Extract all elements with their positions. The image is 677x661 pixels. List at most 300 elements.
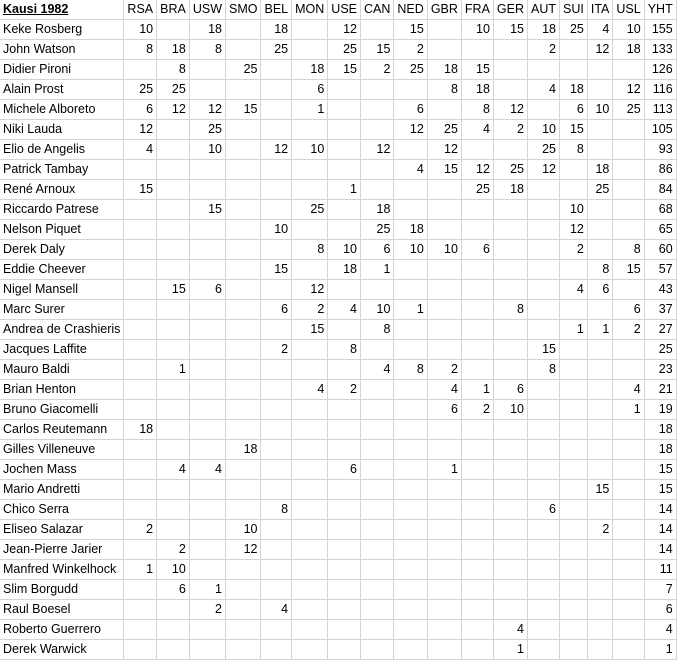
table-row <box>0 260 676 280</box>
points-cell: 1 <box>361 260 394 280</box>
points-cell <box>587 360 613 380</box>
points-cell <box>189 400 225 420</box>
points-cell: 15 <box>124 180 157 200</box>
points-cell <box>461 200 493 220</box>
points-cell <box>493 480 527 500</box>
points-cell: 12 <box>493 100 527 120</box>
points-cell <box>560 580 588 600</box>
points-cell: 12 <box>394 120 427 140</box>
points-cell <box>292 420 328 440</box>
points-cell <box>189 80 225 100</box>
driver-name: John Watson <box>0 40 124 60</box>
points-cell <box>394 480 427 500</box>
points-cell <box>124 160 157 180</box>
points-cell <box>328 560 361 580</box>
points-cell: 4 <box>361 360 394 380</box>
points-cell <box>427 20 461 40</box>
points-cell: 4 <box>189 460 225 480</box>
points-cell: 2 <box>528 40 560 60</box>
points-cell: 15 <box>427 160 461 180</box>
points-cell <box>124 620 157 640</box>
points-cell <box>189 60 225 80</box>
points-cell <box>261 380 292 400</box>
points-cell <box>226 460 261 480</box>
column-header: SMO <box>226 0 261 20</box>
points-cell: 10 <box>261 220 292 240</box>
points-cell <box>328 640 361 660</box>
table-row <box>0 80 676 100</box>
points-cell <box>328 480 361 500</box>
points-cell: 25 <box>394 60 427 80</box>
table-row <box>0 420 676 440</box>
points-cell <box>261 580 292 600</box>
points-cell <box>226 640 261 660</box>
points-cell: 10 <box>560 200 588 220</box>
points-cell: 6 <box>493 380 527 400</box>
points-cell: 2 <box>124 520 157 540</box>
points-cell <box>328 500 361 520</box>
points-cell <box>394 440 427 460</box>
points-cell <box>157 240 190 260</box>
points-cell <box>461 520 493 540</box>
driver-name: Chico Serra <box>0 500 124 520</box>
total-cell: 4 <box>644 620 676 640</box>
points-cell <box>124 640 157 660</box>
points-cell <box>261 560 292 580</box>
points-cell: 1 <box>427 460 461 480</box>
points-cell <box>528 560 560 580</box>
points-cell <box>226 80 261 100</box>
points-cell <box>226 300 261 320</box>
total-cell: 86 <box>644 160 676 180</box>
points-cell <box>461 620 493 640</box>
total-cell: 15 <box>644 480 676 500</box>
points-cell <box>528 420 560 440</box>
total-cell: 105 <box>644 120 676 140</box>
points-cell: 12 <box>189 100 225 120</box>
points-cell: 2 <box>189 600 225 620</box>
driver-name: Manfred Winkelhock <box>0 560 124 580</box>
points-cell: 4 <box>427 380 461 400</box>
total-cell: 113 <box>644 100 676 120</box>
points-cell <box>157 220 190 240</box>
points-cell <box>226 160 261 180</box>
points-cell <box>124 440 157 460</box>
points-cell: 8 <box>328 340 361 360</box>
points-cell: 10 <box>587 100 613 120</box>
points-cell: 18 <box>394 220 427 240</box>
points-cell <box>528 260 560 280</box>
points-cell <box>493 500 527 520</box>
points-cell: 6 <box>394 100 427 120</box>
points-cell: 2 <box>461 400 493 420</box>
points-cell <box>528 180 560 200</box>
points-cell: 25 <box>587 180 613 200</box>
points-cell <box>124 480 157 500</box>
points-cell <box>560 360 588 380</box>
points-cell <box>157 340 190 360</box>
points-cell: 18 <box>493 180 527 200</box>
points-cell <box>189 560 225 580</box>
points-cell <box>394 340 427 360</box>
points-cell <box>560 40 588 60</box>
points-cell <box>157 140 190 160</box>
points-cell: 15 <box>261 260 292 280</box>
table-row <box>0 280 676 300</box>
points-cell: 6 <box>528 500 560 520</box>
points-cell <box>587 240 613 260</box>
points-cell: 10 <box>613 20 644 40</box>
points-cell <box>394 140 427 160</box>
points-cell <box>226 420 261 440</box>
points-cell <box>292 520 328 540</box>
points-cell <box>124 200 157 220</box>
points-cell: 12 <box>157 100 190 120</box>
total-cell: 43 <box>644 280 676 300</box>
points-cell: 8 <box>261 500 292 520</box>
points-cell <box>328 320 361 340</box>
driver-name: Didier Pironi <box>0 60 124 80</box>
points-cell <box>261 80 292 100</box>
points-cell <box>560 540 588 560</box>
points-cell <box>261 240 292 260</box>
points-cell: 6 <box>361 240 394 260</box>
points-cell <box>493 280 527 300</box>
points-cell <box>261 280 292 300</box>
points-cell <box>189 500 225 520</box>
points-cell: 18 <box>361 200 394 220</box>
points-cell: 8 <box>461 100 493 120</box>
points-cell <box>361 380 394 400</box>
points-cell <box>292 640 328 660</box>
points-cell <box>292 20 328 40</box>
points-cell <box>226 580 261 600</box>
points-cell: 25 <box>361 220 394 240</box>
points-cell <box>613 440 644 460</box>
driver-name: Niki Lauda <box>0 120 124 140</box>
points-cell: 6 <box>587 280 613 300</box>
points-cell <box>226 600 261 620</box>
points-cell <box>461 580 493 600</box>
points-cell: 2 <box>427 360 461 380</box>
points-cell <box>587 120 613 140</box>
points-cell <box>613 620 644 640</box>
points-cell <box>124 600 157 620</box>
points-cell <box>427 420 461 440</box>
points-cell <box>560 620 588 640</box>
table-row <box>0 500 676 520</box>
points-cell <box>189 160 225 180</box>
points-cell <box>613 200 644 220</box>
driver-name: Bruno Giacomelli <box>0 400 124 420</box>
points-cell <box>461 320 493 340</box>
points-cell: 25 <box>292 200 328 220</box>
points-cell <box>560 160 588 180</box>
points-cell <box>226 120 261 140</box>
points-cell <box>361 20 394 40</box>
total-cell: 116 <box>644 80 676 100</box>
table-row <box>0 440 676 460</box>
points-cell <box>394 460 427 480</box>
column-header: AUT <box>528 0 560 20</box>
points-cell <box>528 320 560 340</box>
column-header: GER <box>493 0 527 20</box>
points-cell <box>461 440 493 460</box>
points-cell: 8 <box>189 40 225 60</box>
points-cell: 4 <box>613 380 644 400</box>
total-cell: 126 <box>644 60 676 80</box>
table-row <box>0 20 676 40</box>
column-header: ITA <box>587 0 613 20</box>
points-cell <box>226 180 261 200</box>
points-cell: 12 <box>587 40 613 60</box>
total-cell: 1 <box>644 640 676 660</box>
points-cell: 8 <box>157 60 190 80</box>
points-cell: 25 <box>528 140 560 160</box>
points-cell: 6 <box>157 580 190 600</box>
points-cell <box>292 580 328 600</box>
points-cell <box>157 160 190 180</box>
points-cell <box>528 280 560 300</box>
points-cell <box>361 560 394 580</box>
points-cell <box>613 480 644 500</box>
points-cell <box>361 280 394 300</box>
total-cell: 27 <box>644 320 676 340</box>
points-cell: 10 <box>427 240 461 260</box>
points-cell <box>292 260 328 280</box>
points-cell: 1 <box>189 580 225 600</box>
points-cell: 18 <box>587 160 613 180</box>
points-cell <box>292 220 328 240</box>
driver-name: Derek Daly <box>0 240 124 260</box>
points-cell <box>226 220 261 240</box>
points-cell <box>493 440 527 460</box>
points-cell: 6 <box>328 460 361 480</box>
points-cell <box>493 340 527 360</box>
points-cell: 18 <box>560 80 588 100</box>
points-cell <box>560 420 588 440</box>
points-cell <box>427 40 461 60</box>
points-cell <box>261 120 292 140</box>
total-cell: 57 <box>644 260 676 280</box>
points-cell <box>157 20 190 40</box>
points-cell: 4 <box>292 380 328 400</box>
points-cell <box>461 560 493 580</box>
points-cell <box>587 60 613 80</box>
points-cell <box>328 140 361 160</box>
table-row <box>0 560 676 580</box>
points-cell <box>461 540 493 560</box>
points-cell <box>328 600 361 620</box>
points-cell: 4 <box>587 20 613 40</box>
points-cell: 25 <box>493 160 527 180</box>
points-cell <box>427 280 461 300</box>
points-cell: 8 <box>427 80 461 100</box>
points-cell: 12 <box>528 160 560 180</box>
driver-name: Andrea de Crashieris <box>0 320 124 340</box>
points-cell: 12 <box>560 220 588 240</box>
points-cell: 6 <box>613 300 644 320</box>
points-cell <box>292 600 328 620</box>
total-cell: 37 <box>644 300 676 320</box>
points-cell <box>361 440 394 460</box>
points-cell <box>361 120 394 140</box>
driver-name: Derek Warwick <box>0 640 124 660</box>
driver-name: Eliseo Salazar <box>0 520 124 540</box>
points-cell <box>157 200 190 220</box>
points-cell <box>124 340 157 360</box>
points-cell <box>528 640 560 660</box>
column-header: NED <box>394 0 427 20</box>
points-cell: 1 <box>560 320 588 340</box>
points-cell <box>361 160 394 180</box>
points-cell <box>328 420 361 440</box>
points-cell <box>361 580 394 600</box>
points-cell: 1 <box>613 400 644 420</box>
points-cell: 2 <box>560 240 588 260</box>
table-row <box>0 520 676 540</box>
points-cell: 15 <box>328 60 361 80</box>
points-cell <box>427 200 461 220</box>
points-cell <box>613 420 644 440</box>
points-cell <box>528 200 560 220</box>
points-cell <box>587 300 613 320</box>
points-cell <box>587 140 613 160</box>
points-cell <box>461 640 493 660</box>
points-cell <box>560 480 588 500</box>
points-cell <box>461 360 493 380</box>
points-cell <box>226 620 261 640</box>
points-cell <box>587 580 613 600</box>
points-cell <box>328 440 361 460</box>
points-cell <box>261 520 292 540</box>
points-cell: 8 <box>394 360 427 380</box>
points-cell: 8 <box>528 360 560 380</box>
points-cell <box>292 620 328 640</box>
points-cell <box>394 280 427 300</box>
points-cell <box>261 460 292 480</box>
points-cell <box>493 140 527 160</box>
points-cell <box>361 600 394 620</box>
points-cell <box>613 540 644 560</box>
points-cell <box>157 500 190 520</box>
driver-name: Patrick Tambay <box>0 160 124 180</box>
points-cell <box>587 80 613 100</box>
points-cell <box>528 100 560 120</box>
table-row <box>0 240 676 260</box>
driver-name: Elio de Angelis <box>0 140 124 160</box>
points-cell <box>328 620 361 640</box>
points-cell: 2 <box>394 40 427 60</box>
points-cell <box>427 220 461 240</box>
points-cell <box>226 40 261 60</box>
table-row <box>0 300 676 320</box>
points-cell <box>292 360 328 380</box>
table-row <box>0 120 676 140</box>
table-title: Kausi 1982 <box>0 0 124 20</box>
points-cell <box>189 420 225 440</box>
driver-name: Nelson Piquet <box>0 220 124 240</box>
points-cell: 15 <box>493 20 527 40</box>
points-cell <box>394 380 427 400</box>
points-cell <box>157 120 190 140</box>
points-cell <box>493 560 527 580</box>
points-cell <box>361 520 394 540</box>
points-cell: 2 <box>157 540 190 560</box>
points-cell <box>427 340 461 360</box>
points-cell <box>461 500 493 520</box>
points-cell <box>189 300 225 320</box>
total-cell: 15 <box>644 460 676 480</box>
points-cell <box>528 540 560 560</box>
table-row <box>0 580 676 600</box>
points-cell <box>528 440 560 460</box>
points-cell <box>493 420 527 440</box>
points-cell: 2 <box>292 300 328 320</box>
points-cell <box>493 520 527 540</box>
points-cell <box>461 460 493 480</box>
points-cell <box>189 260 225 280</box>
points-cell <box>427 540 461 560</box>
points-cell <box>226 140 261 160</box>
points-cell: 25 <box>261 40 292 60</box>
points-cell <box>261 400 292 420</box>
points-cell <box>461 600 493 620</box>
points-cell <box>461 280 493 300</box>
points-cell: 4 <box>157 460 190 480</box>
driver-name: Jean-Pierre Jarier <box>0 540 124 560</box>
points-cell: 1 <box>587 320 613 340</box>
points-cell <box>394 620 427 640</box>
points-cell <box>361 640 394 660</box>
points-cell <box>124 240 157 260</box>
points-cell: 10 <box>394 240 427 260</box>
points-cell <box>528 380 560 400</box>
points-cell <box>189 640 225 660</box>
points-cell: 12 <box>427 140 461 160</box>
driver-name: Raul Boesel <box>0 600 124 620</box>
table-row <box>0 460 676 480</box>
points-cell <box>613 520 644 540</box>
points-cell <box>292 160 328 180</box>
points-cell <box>328 520 361 540</box>
points-cell: 25 <box>157 80 190 100</box>
points-cell <box>528 60 560 80</box>
points-cell <box>587 440 613 460</box>
driver-name: Michele Alboreto <box>0 100 124 120</box>
points-cell: 2 <box>261 340 292 360</box>
points-cell <box>613 360 644 380</box>
points-cell <box>613 220 644 240</box>
points-cell <box>328 120 361 140</box>
points-cell <box>292 500 328 520</box>
total-cell: 65 <box>644 220 676 240</box>
points-cell <box>361 540 394 560</box>
points-cell: 2 <box>328 380 361 400</box>
points-cell <box>587 600 613 620</box>
points-cell: 2 <box>361 60 394 80</box>
points-cell <box>427 320 461 340</box>
points-cell <box>189 220 225 240</box>
points-cell: 25 <box>461 180 493 200</box>
table-row <box>0 40 676 60</box>
points-cell: 1 <box>124 560 157 580</box>
points-cell <box>493 540 527 560</box>
column-header: GBR <box>427 0 461 20</box>
points-cell <box>613 60 644 80</box>
points-cell <box>157 420 190 440</box>
points-cell <box>587 380 613 400</box>
